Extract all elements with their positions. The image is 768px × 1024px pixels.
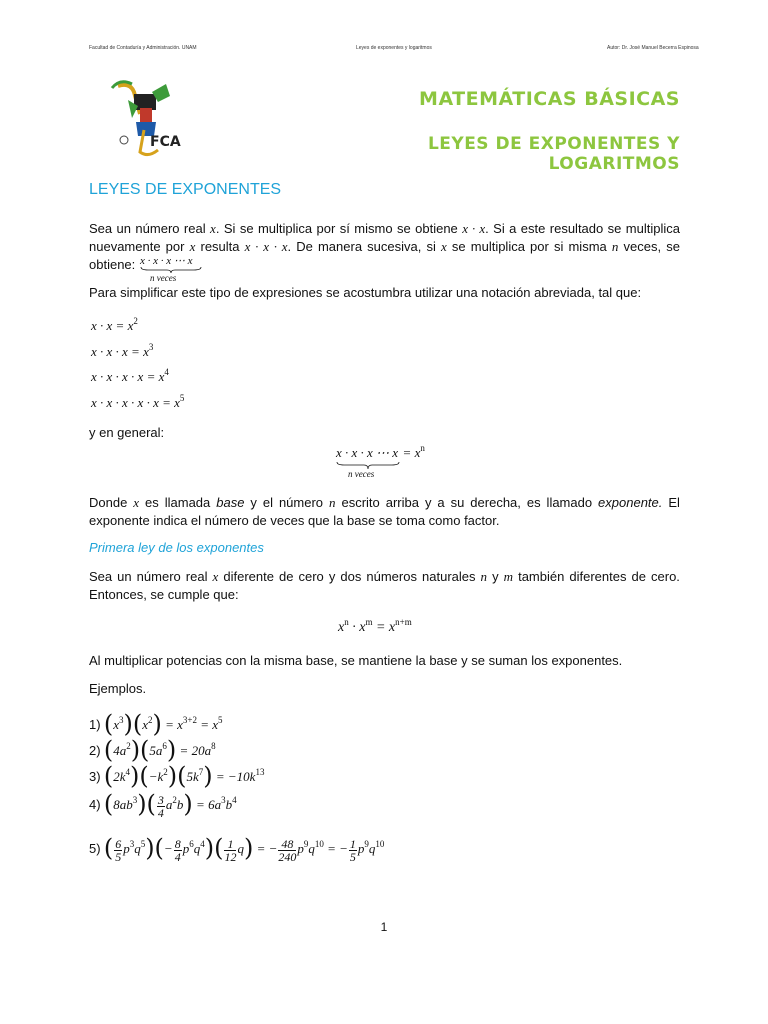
- math-x: x: [189, 239, 196, 254]
- power-line-2: [91, 344, 153, 360]
- example-2: 2) $(4a^2)(5a^6) = 20a^8$: [89, 736, 216, 764]
- example-label: 4): [89, 797, 101, 812]
- formula-base: x: [359, 620, 366, 635]
- first-law-paragraph: [89, 568, 680, 604]
- general-brace-label: n veces: [348, 469, 375, 479]
- power-lhs: x · x · x · x = x: [91, 369, 165, 384]
- general-rhs: [403, 445, 425, 460]
- text: Sea un número real: [89, 221, 206, 236]
- header-right-text: Autor: Dr. José Manuel Becerra Espinosa: [607, 45, 699, 51]
- text: . Si a este resultado se multiplica nuevamente por: [89, 221, 680, 254]
- power-lhs: x · x = x: [91, 318, 134, 333]
- example-label: 3): [89, 769, 101, 784]
- section-title: LEYES DE EXPONENTES: [89, 181, 282, 198]
- underbrace-small: [140, 254, 202, 283]
- term-exponente: exponente.: [598, 495, 663, 510]
- example-label: 1): [89, 717, 101, 732]
- brace-label: n veces: [150, 273, 177, 283]
- general-expression: x · x · x ⋯ x: [336, 445, 399, 460]
- first-law-formula: [338, 617, 412, 636]
- formula-base: x: [338, 620, 345, 635]
- text: escrito arriba y a su derecha, es llamado: [341, 495, 593, 510]
- math-m: m: [503, 569, 514, 584]
- paragraph-definition: [89, 494, 680, 530]
- header-left-text: Facultad de Contaduría y Administración. UNAM: [89, 45, 197, 51]
- text: y el número: [250, 495, 324, 510]
- power-lhs: x · x · x · x · x = x: [91, 395, 180, 410]
- text: Donde: [89, 495, 128, 510]
- power-exp: 5: [179, 393, 185, 403]
- text: diferente de cero y dos números naturales: [223, 569, 476, 584]
- example-4: 4) $(8ab^3)$( $\frac{3}{4}$ $a^2b) = 6a^3b^4$: [89, 790, 237, 820]
- math-xx: x · x: [462, 221, 486, 236]
- general-intro: y en general:: [89, 425, 165, 440]
- formula-equals: =: [375, 620, 386, 635]
- power-line-1: [91, 318, 138, 334]
- math-x: x: [212, 569, 219, 584]
- term-base: base: [216, 495, 245, 510]
- text: resulta: [200, 239, 240, 254]
- logo-letters: FCA: [150, 134, 181, 150]
- text: . Si se multiplica por sí mismo se obtiene: [215, 221, 458, 236]
- power-exp: 3: [148, 342, 154, 352]
- math-x: x: [133, 495, 140, 510]
- power-exp: 4: [164, 367, 169, 377]
- page-number: 1: [380, 920, 388, 934]
- math-x: x: [210, 221, 216, 236]
- fca-unam-logo-icon: [110, 78, 180, 158]
- text: veces, se obtiene:: [89, 239, 680, 272]
- math-xxx: x · x · x: [244, 239, 288, 254]
- rhs-base: = x: [402, 445, 421, 460]
- example-1: 1) $(x^3)(x^2) = x^{3+2} = x^5$: [89, 710, 223, 738]
- power-lhs: x · x · x = x: [91, 344, 149, 359]
- text: Sea un número real: [89, 569, 208, 584]
- general-brace-shape: [336, 462, 400, 469]
- formula-exp: n: [344, 617, 349, 627]
- header-center-text: Leyes de exponentes y logaritmos: [356, 45, 432, 51]
- text: . De manera sucesiva, si: [287, 239, 436, 254]
- formula-exp: m: [365, 617, 373, 627]
- examples-heading: Ejemplos.: [89, 681, 147, 696]
- rhs-exp: n: [420, 443, 425, 453]
- general-formula: [336, 444, 425, 479]
- power-line-4: [91, 395, 184, 411]
- power-line-3: [91, 369, 169, 385]
- text: es llamada: [145, 495, 211, 510]
- formula-exp: n+m: [395, 617, 412, 627]
- math-n: n: [480, 569, 488, 584]
- main-title: MATEMÁTICAS BÁSICAS: [419, 88, 680, 110]
- paragraph-notation: Para simplificar este tipo de expresiones se acostumbra utilizar una notación abreviada, tal que:: [89, 285, 642, 300]
- example-label: 5): [89, 841, 101, 856]
- formula-dot: ·: [352, 620, 356, 635]
- text: también diferentes de cero. Entonces, se cumple que:: [89, 569, 680, 602]
- example-5: 5) ( $\frac{6}{5}$ $p^3q^5)(-$ $\frac{8}{4}$ $p^6q^4$)( $\frac{1}{12}$ q) = − $\frac{48}{240}$ $p^9q^{10}$ = − $\frac{1}{5}$ $p^9q^{10}$: [89, 834, 385, 864]
- power-exp: 2: [133, 316, 138, 326]
- first-law-title: Primera ley de los exponentes: [89, 540, 264, 555]
- text: El exponente indica el número de veces que la base se toma como factor.: [89, 495, 680, 528]
- text: se multiplica por si misma: [451, 239, 607, 254]
- text: y: [492, 569, 499, 584]
- sub-title: LEYES DE EXPONENTES Y LOGARITMOS: [427, 134, 680, 174]
- example-label: 2): [89, 743, 101, 758]
- brace-expression: x · x · x ⋯ x: [140, 255, 193, 267]
- formula-base: x: [388, 620, 396, 635]
- math-x: x: [441, 239, 447, 254]
- example-3: 3) $(2k^4)(-k^2)(5k^7) = -10k^{13}$: [89, 762, 265, 790]
- first-law-conclusion: Al multiplicar potencias con la misma base, se mantiene la base y se suman los exponentes.: [89, 653, 623, 668]
- math-n: n: [329, 495, 336, 510]
- math-n: n: [611, 239, 619, 254]
